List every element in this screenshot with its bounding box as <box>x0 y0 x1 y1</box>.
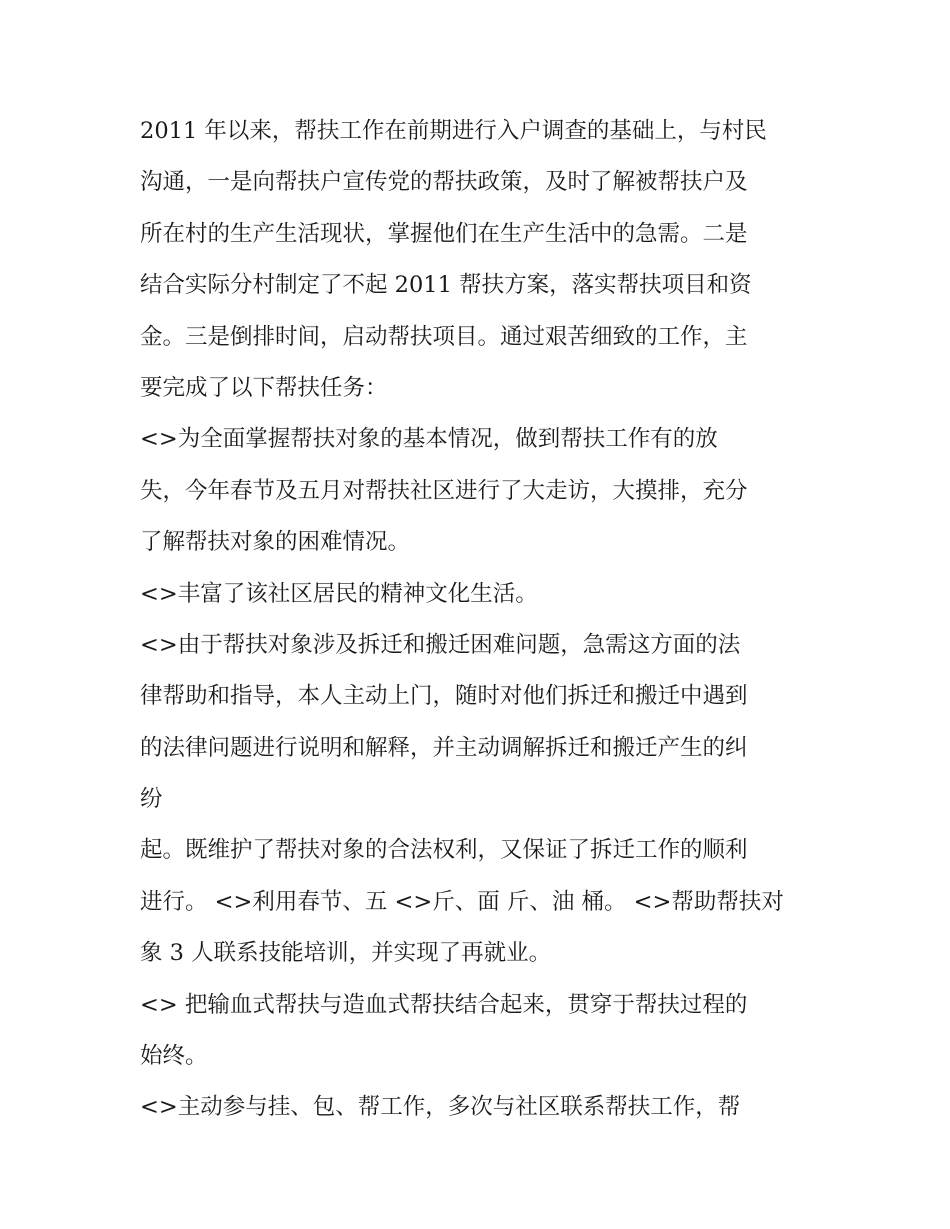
text-line: <> 把输血式帮扶与造血式帮扶结合起来，贯穿于帮扶过程的 <box>140 991 748 1018</box>
text-line: 起。既维护了帮扶对象的合法权利，又保证了拆迁工作的顺利 <box>140 837 748 864</box>
text-line: 纷 <box>140 786 163 813</box>
text-line: 了解帮扶对象的困难情况。 <box>140 529 411 556</box>
text-line: <>由于帮扶对象涉及拆迁和搬迁困难问题，急需这方面的法 <box>140 631 741 658</box>
text-line: 进行。 <>利用春节、五 <>斤、面 斤、油 桶。 <>帮助帮扶对 <box>140 888 784 915</box>
text-line: 失，今年春节及五月对帮扶社区进行了大走访，大摸排，充分 <box>140 477 748 504</box>
text-line: 要完成了以下帮扶任务： <box>140 374 388 401</box>
text-line: 结合实际分村制定了不起 2011 帮扶方案，落实帮扶项目和资 <box>140 272 752 299</box>
text-line: 的法律问题进行说明和解释，并主动调解拆迁和搬迁产生的纠 <box>140 734 748 761</box>
text-line: <>主动参与挂、包、帮工作，多次与社区联系帮扶工作，帮 <box>140 1094 741 1121</box>
text-line: 象 3 人联系技能培训，并实现了再就业。 <box>140 940 552 967</box>
text-line: 所在村的生产生活现状，掌握他们在生产生活中的急需。二是 <box>140 220 748 247</box>
text-line: 金。三是倒排时间，启动帮扶项目。通过艰苦细致的工作，主 <box>140 323 748 350</box>
document-body <box>140 106 820 1134</box>
text-line: 沟通，一是向帮扶户宣传党的帮扶政策，及时了解被帮扶户及 <box>140 169 748 196</box>
text-line: 律帮助和指导，本人主动上门，随时对他们拆迁和搬迁中遇到 <box>140 683 748 710</box>
text-line: <>为全面掌握帮扶对象的基本情况，做到帮扶工作有的放 <box>140 426 718 453</box>
text-line: <>丰富了该社区居民的精神文化生活。 <box>140 580 538 607</box>
text-line: 始终。 <box>140 1043 208 1070</box>
text-line: 2011 年以来，帮扶工作在前期进行入户调查的基础上，与村民 <box>140 118 767 144</box>
